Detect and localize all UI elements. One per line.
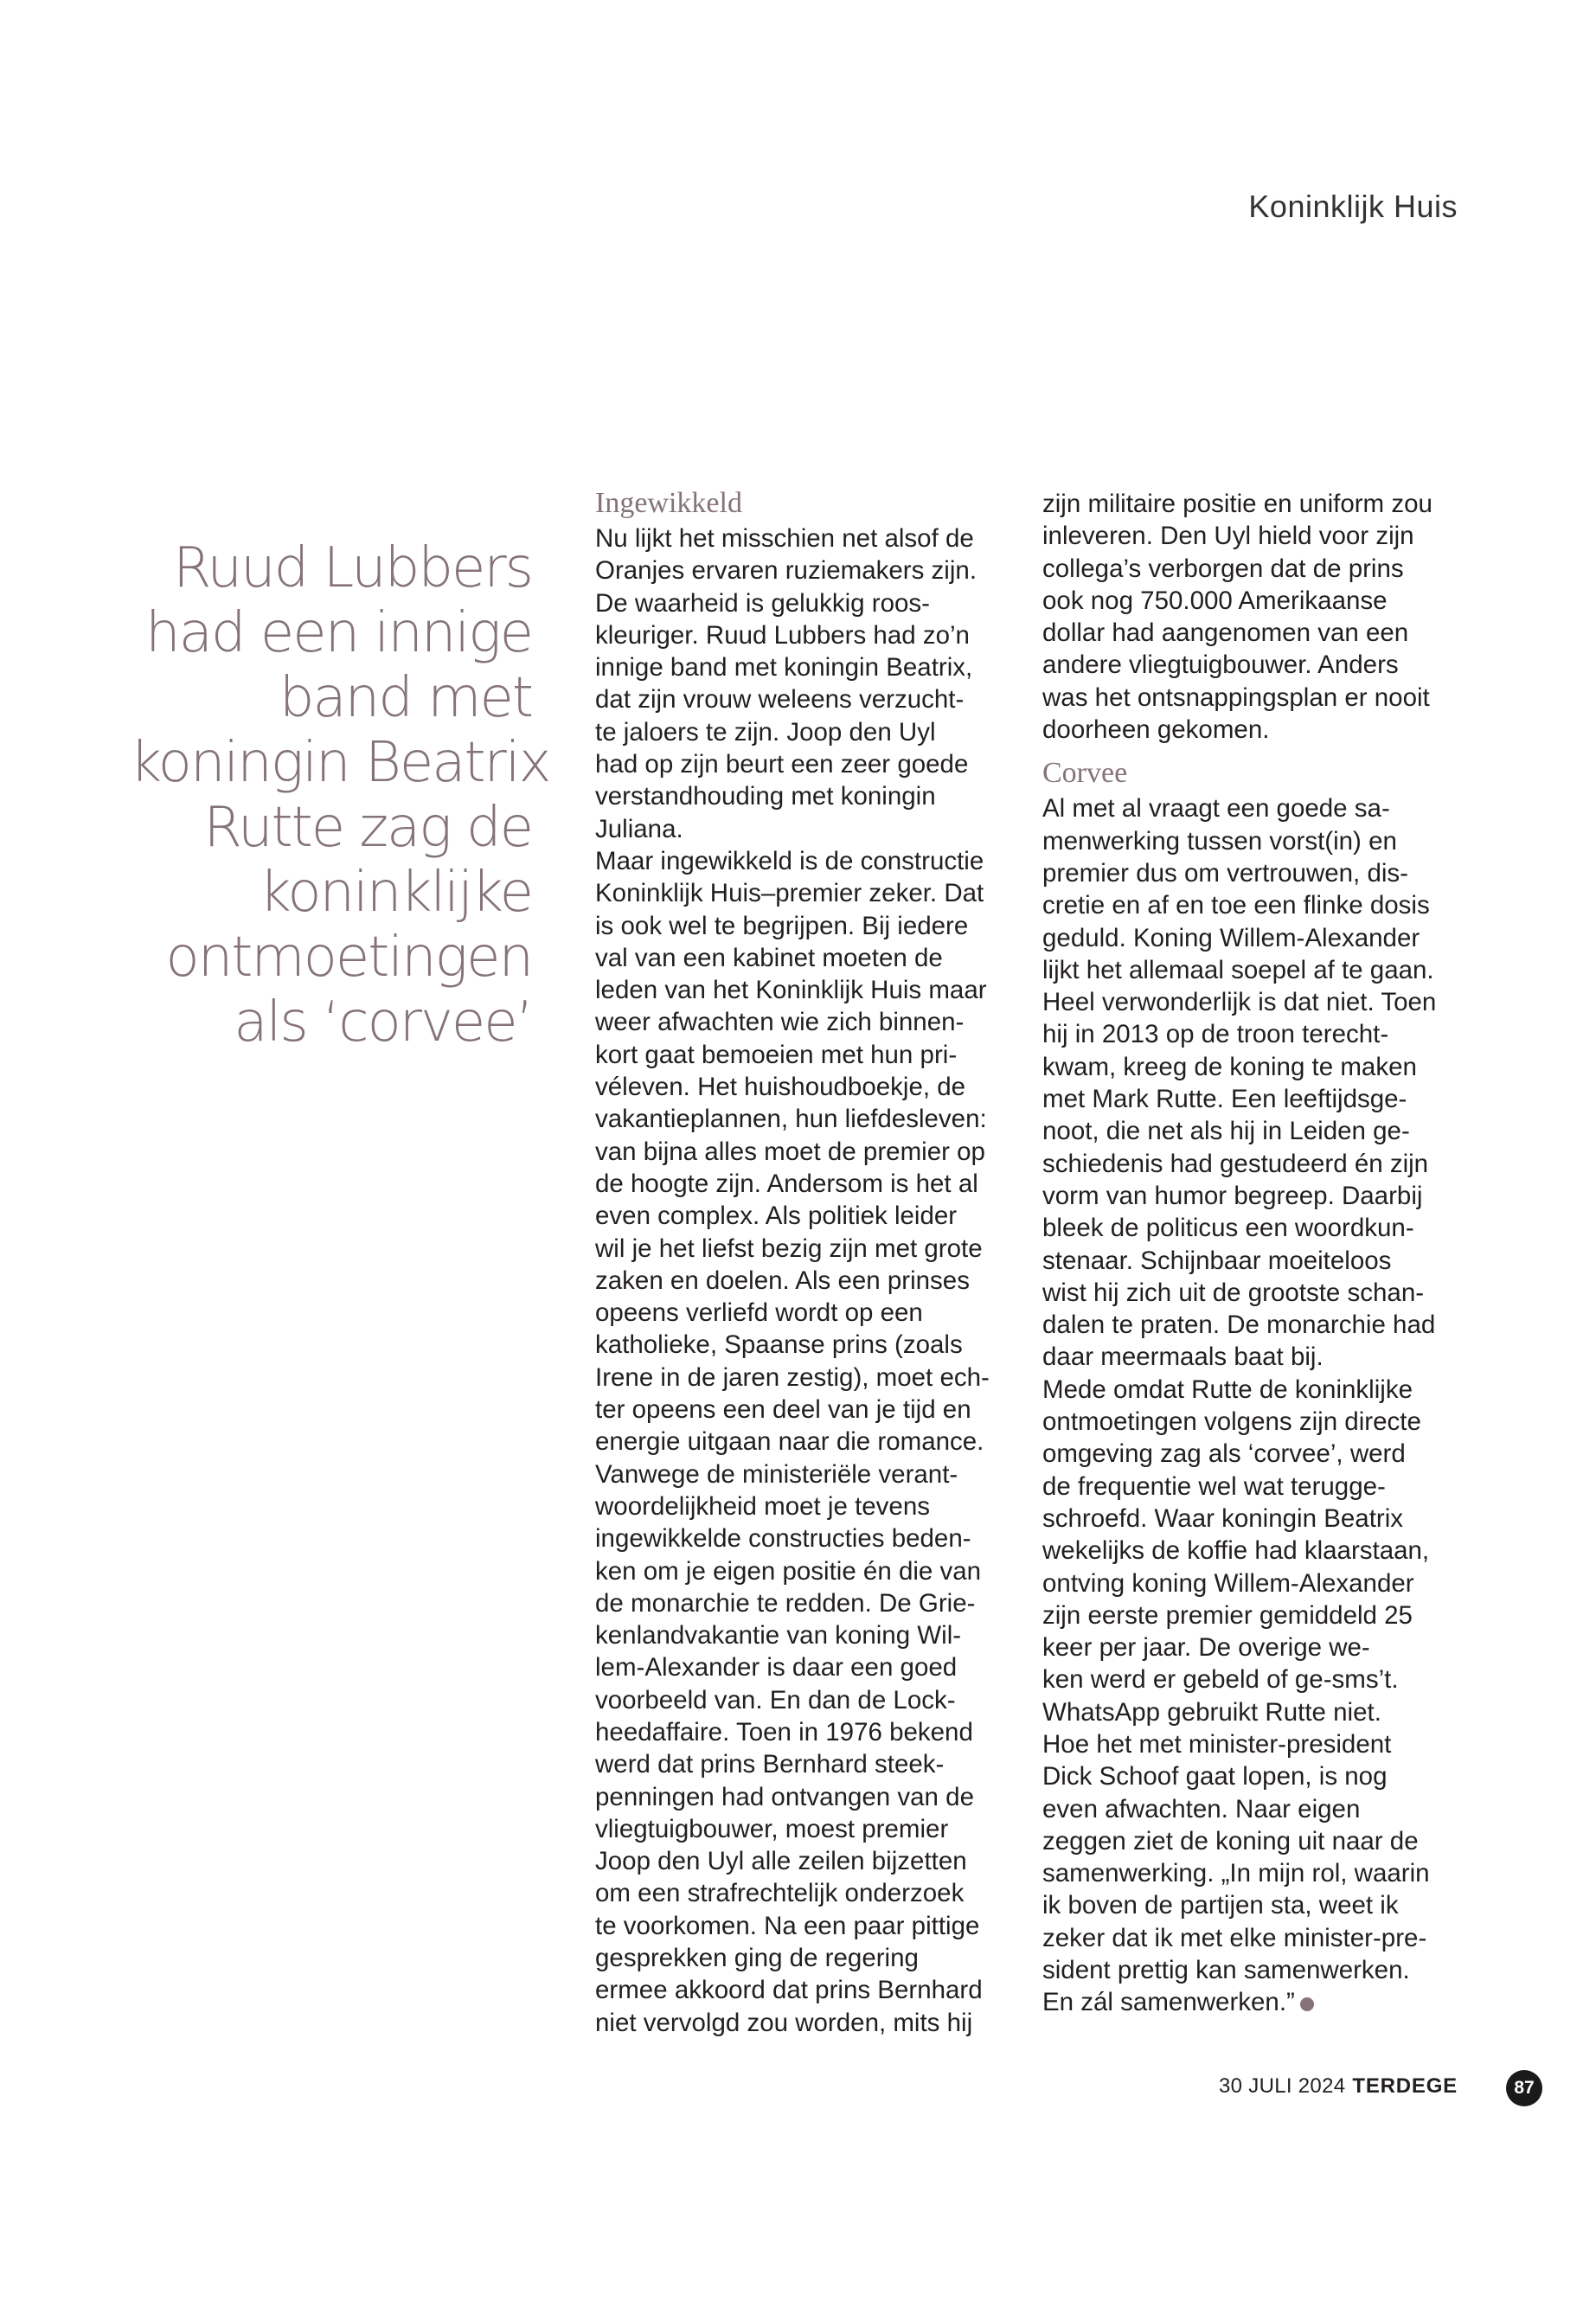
body-line: Oranjes ervaren ruziemakers zijn. <box>595 556 977 586</box>
subhead-ingewikkeld: Ingewikkeld <box>595 487 742 519</box>
body-line: zeker dat ik met elke minister-pre- <box>1042 1923 1427 1952</box>
pull-quote-line: koninklijke <box>259 861 532 925</box>
pull-quote-line: ontmoetingen <box>165 926 532 990</box>
body-line: te voorkomen. Na een paar pittige <box>595 1911 980 1940</box>
body-line: ook nog 750.000 Amerikaanse <box>1042 586 1388 615</box>
pull-quote-line: koningin Beatrix <box>130 731 550 795</box>
body-line: doorheen gekomen. <box>1042 715 1270 745</box>
closing-line-text: En zál samenwerken.” <box>1042 1988 1295 2017</box>
body-line: Irene in de jaren zestig), moet ech- <box>595 1362 990 1392</box>
body-line: Vanwege de ministeriële verant- <box>595 1459 958 1489</box>
body-line: ingewikkelde constructies beden- <box>595 1524 971 1554</box>
body-line: even complex. Als politiek leider <box>595 1202 958 1231</box>
body-line: inleveren. Den Uyl hield voor zijn <box>1042 522 1414 551</box>
body-line: ik boven de partijen sta, weet ik <box>1042 1891 1399 1920</box>
body-line: Juliana. <box>595 814 683 843</box>
body-line: opeens verliefd wordt op een <box>595 1298 923 1328</box>
page-number: 87 <box>1506 2070 1542 2106</box>
body-line: andere vliegtuigbouwer. Anders <box>1042 651 1399 680</box>
body-line: met Mark Rutte. Een leeftijdsge- <box>1042 1085 1407 1114</box>
body-line: wist hij zich uit de grootste schan- <box>1042 1278 1425 1307</box>
body-line: katholieke, Spaanse prins (zoals <box>595 1330 963 1360</box>
body-line: even afwachten. Naar eigen <box>1042 1794 1361 1823</box>
body-line: ken om je eigen positie én die van <box>595 1556 982 1586</box>
end-bullet-icon <box>1300 1997 1314 2011</box>
magazine-name: TERDEGE <box>1352 2074 1458 2098</box>
body-line: heedaffaire. Toen in 1976 bekend <box>595 1717 973 1747</box>
body-line: om een strafrechtelijk onderzoek <box>595 1879 965 1908</box>
section-label: Koninklijk Huis <box>1248 189 1458 224</box>
body-line: schroefd. Waar koningin Beatrix <box>1042 1503 1404 1533</box>
body-line: Mede omdat Rutte de koninklijke <box>1042 1375 1413 1404</box>
pull-quote <box>130 536 550 1055</box>
subhead-corvee: Corvee <box>1042 757 1128 790</box>
body-line: dalen te praten. De monarchie had <box>1042 1311 1436 1340</box>
body-line: was het ontsnappingsplan er nooit <box>1042 683 1430 712</box>
footer-issue <box>1219 2074 1458 2099</box>
body-line: energie uitgaan naar die romance. <box>595 1427 984 1457</box>
body-line: stenaar. Schijnbaar moeiteloos <box>1042 1246 1392 1275</box>
column-right-body-top <box>1042 488 1453 746</box>
body-line: wil je het liefst bezig zijn met grote <box>595 1234 983 1263</box>
body-line: De waarheid is gelukkig roos- <box>595 588 930 618</box>
body-line: vakantieplannen, hun liefdesleven: <box>595 1105 987 1134</box>
pull-quote-line: Rutte zag de <box>203 796 532 860</box>
body-line: ken werd er gebeld of ge-sms’t. <box>1042 1665 1399 1695</box>
article-column-left <box>595 484 1006 2039</box>
closing-line <box>1042 1986 1453 2018</box>
body-line: WhatsApp gebruikt Rutte niet. <box>1042 1697 1381 1727</box>
body-line: kenlandvakantie van koning Wil- <box>595 1621 962 1650</box>
body-line: vliegtuigbouwer, moest premier <box>595 1814 949 1843</box>
body-line: val van een kabinet moeten de <box>595 943 943 972</box>
pull-quote-line: Ruud Lubbers <box>172 536 532 600</box>
body-line: weer afwachten wie zich binnen- <box>595 1008 965 1037</box>
body-line: Nu lijkt het misschien net alsof de <box>595 524 974 553</box>
column-right-body-bottom <box>1042 792 1453 1986</box>
pull-quote-line: als ‘corvee’ <box>234 990 532 1054</box>
body-line: omgeving zag als ‘corvee’, werd <box>1042 1439 1406 1469</box>
body-line: de monarchie te redden. De Grie- <box>595 1588 976 1618</box>
body-line: geduld. Koning Willem-Alexander <box>1042 923 1420 952</box>
body-line: hij in 2013 op de troon terecht- <box>1042 1020 1389 1049</box>
pull-quote-line: had een innige <box>145 601 532 665</box>
body-line: woordelijkheid moet je tevens <box>595 1491 930 1521</box>
body-line: wekelijks de koffie had klaarstaan, <box>1042 1536 1430 1566</box>
issue-date: 30 JULI 2024 <box>1219 2074 1346 2098</box>
body-line: kwam, kreeg de koning te maken <box>1042 1052 1417 1081</box>
body-line: vorm van humor begreep. Daarbij <box>1042 1181 1423 1210</box>
body-line: véleven. Het huishoudboekje, de <box>595 1073 966 1102</box>
body-line: cretie en af en toe een flinke dosis <box>1042 891 1430 920</box>
body-line: noot, die net als hij in Leiden ge- <box>1042 1117 1410 1146</box>
body-line: lem-Alexander is daar een goed <box>595 1653 958 1682</box>
body-line: Hoe het met minister-president <box>1042 1729 1392 1759</box>
body-line: collega’s verborgen dat de prins <box>1042 554 1404 583</box>
body-line: gesprekken ging de regering <box>595 1944 919 1973</box>
body-line: Al met al vraagt een goede sa- <box>1042 794 1390 824</box>
body-line: leden van het Koninklijk Huis maar <box>595 976 987 1005</box>
body-line: kleuriger. Ruud Lubbers had zo’n <box>595 620 970 650</box>
body-line: bleek de politicus een woordkun- <box>1042 1214 1414 1243</box>
body-line: penningen had ontvangen van de <box>595 1782 974 1811</box>
body-line: dollar had aangenomen van een <box>1042 619 1409 648</box>
body-line: ontving koning Willem-Alexander <box>1042 1568 1414 1598</box>
body-line: zijn eerste premier gemiddeld 25 <box>1042 1600 1413 1630</box>
body-line: zijn militaire positie en uniform zou <box>1042 490 1433 518</box>
body-line: Maar ingewikkeld is de constructie <box>595 846 984 875</box>
body-line: verstandhouding met koningin <box>595 782 936 811</box>
body-line: sident prettig kan samenwerken. <box>1042 1956 1410 1985</box>
body-line: ontmoetingen volgens zijn directe <box>1042 1407 1421 1437</box>
body-line: had op zijn beurt een zeer goede <box>595 750 969 779</box>
body-line: Koninklijk Huis–premier zeker. Dat <box>595 879 984 908</box>
body-line: ermee akkoord dat prins Bernhard <box>595 1976 983 2005</box>
body-line: van bijna alles moet de premier op <box>595 1137 985 1166</box>
body-line: Heel verwonderlijk is dat niet. Toen <box>1042 988 1437 1017</box>
body-line: zeggen ziet de koning uit naar de <box>1042 1826 1419 1856</box>
body-line: innige band met koningin Beatrix, <box>595 653 973 683</box>
body-line: samenwerking. „In mijn rol, waarin <box>1042 1859 1430 1888</box>
column-left-body <box>595 522 1006 2039</box>
body-line: ter opeens een deel van je tijd en <box>595 1395 971 1425</box>
body-line: lijkt het allemaal soepel af te gaan. <box>1042 955 1434 984</box>
body-line: te jaloers te zijn. Joop den Uyl <box>595 717 936 747</box>
pull-quote-line: band met <box>279 666 532 730</box>
body-line: premier dus om vertrouwen, dis- <box>1042 858 1408 888</box>
body-line: niet vervolgd zou worden, mits hij <box>595 2008 973 2037</box>
body-line: zaken en doelen. Als een prinses <box>595 1266 970 1295</box>
article-column-right <box>1042 488 1453 2019</box>
body-line: voorbeeld van. En dan de Lock- <box>595 1685 956 1715</box>
body-line: de hoogte zijn. Andersom is het al <box>595 1169 978 1198</box>
body-line: is ook wel te begrijpen. Bij iedere <box>595 911 969 940</box>
body-line: Joop den Uyl alle zeilen bijzetten <box>595 1847 967 1876</box>
body-line: schiedenis had gestudeerd én zijn <box>1042 1149 1429 1178</box>
body-line: werd dat prins Bernhard steek- <box>595 1750 945 1779</box>
body-line: kort gaat bemoeien met hun pri- <box>595 1040 958 1069</box>
body-line: de frequentie wel wat terugge- <box>1042 1471 1386 1501</box>
body-line: Dick Schoof gaat lopen, is nog <box>1042 1762 1388 1791</box>
body-line: menwerking tussen vorst(in) en <box>1042 826 1397 856</box>
body-line: dat zijn vrouw weleens verzucht- <box>595 685 965 715</box>
body-line: daar meermaals baat bij. <box>1042 1343 1324 1372</box>
body-line: keer per jaar. De overige we- <box>1042 1633 1370 1663</box>
